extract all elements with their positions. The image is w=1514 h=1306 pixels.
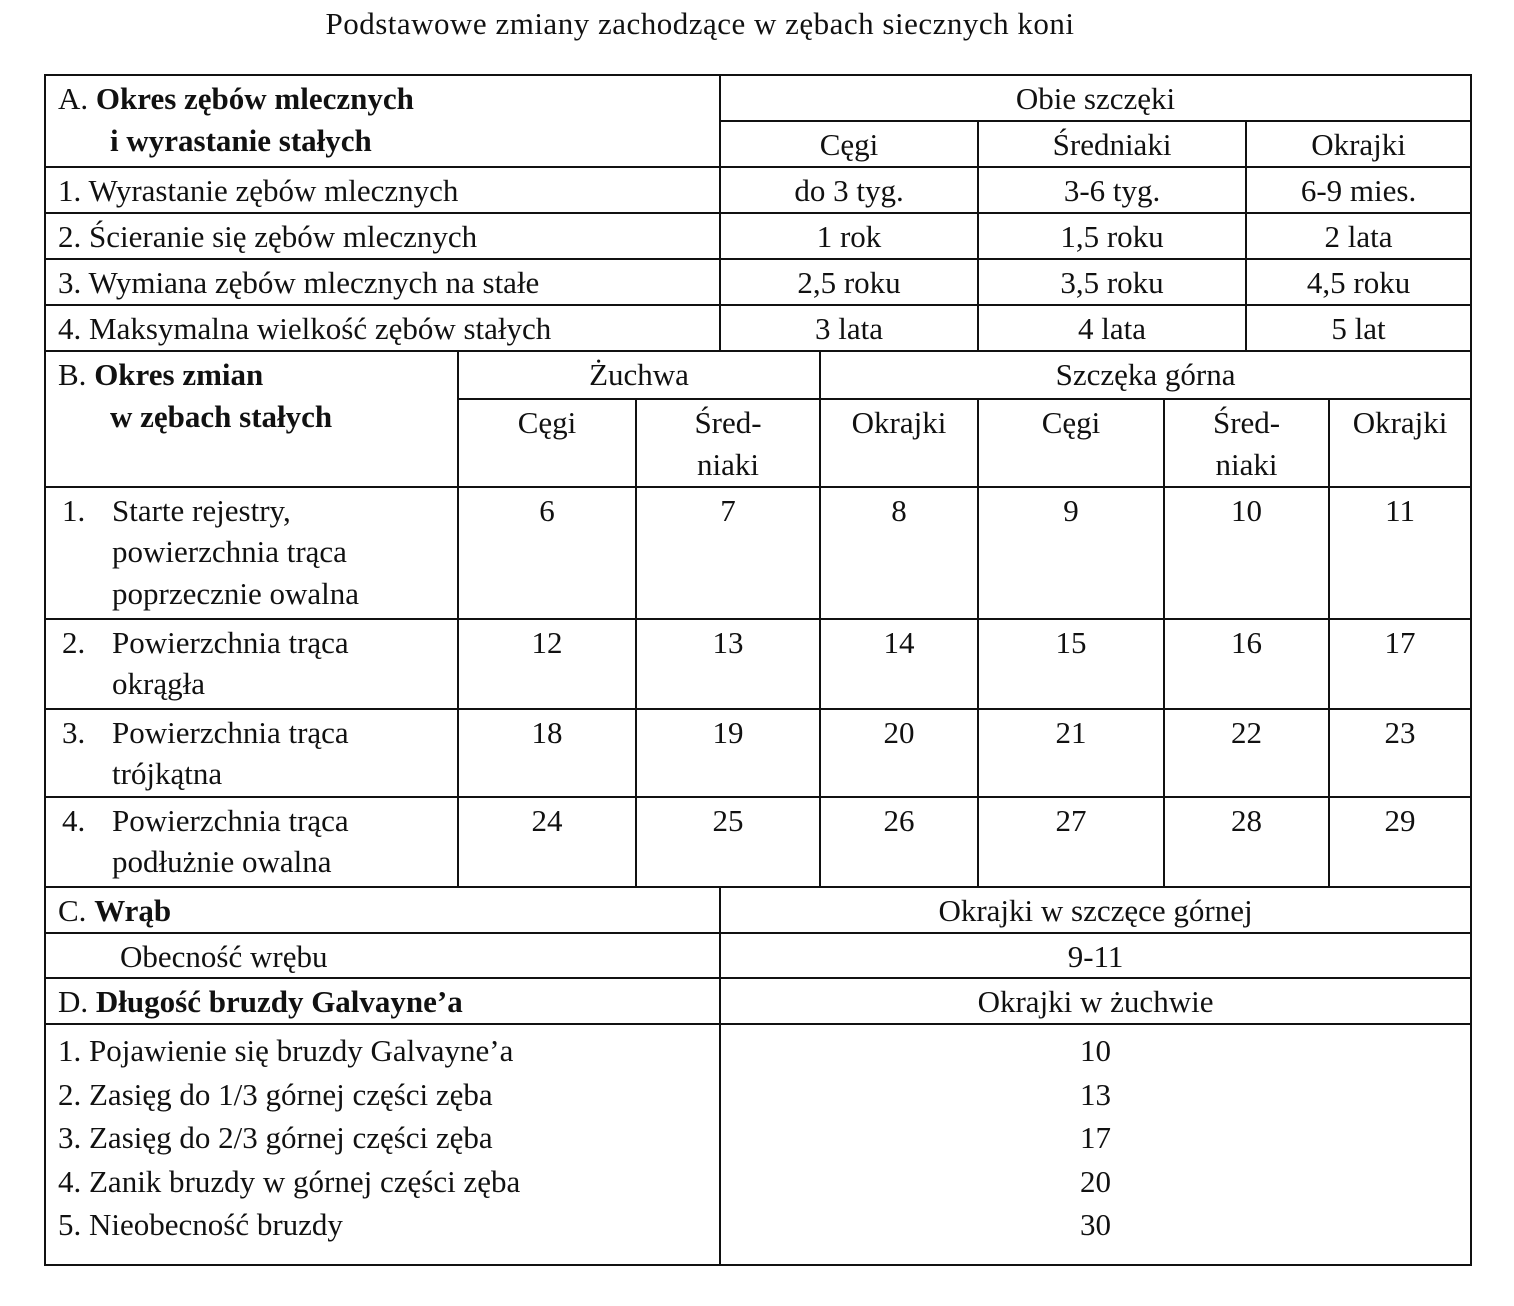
cell-value: 9-11 <box>720 933 1471 979</box>
section-a-subtitle: i wyrastanie stałych <box>110 122 372 158</box>
cell-value: 4 lata <box>978 305 1246 351</box>
row-label: 1. Starte rejestry, powierzchnia trąca poprzecznie owalna <box>45 487 458 619</box>
section-c-group: Okrajki w szczęce górnej <box>720 887 1471 933</box>
cell-value: 10 <box>1164 487 1329 619</box>
section-b-title: Okres zmian <box>94 356 264 392</box>
row-label: 1. Wyrastanie zębów mlecznych <box>45 167 720 213</box>
cell-value: 30 <box>1080 1206 1112 1242</box>
column-header: Cęgi <box>458 399 636 487</box>
cell-value: 9 <box>978 487 1164 619</box>
row-label: 4. Powierzchnia trąca podłużnie owalna <box>45 797 458 887</box>
table-row <box>45 305 1471 351</box>
cell-value: 3 lata <box>720 305 978 351</box>
list-item: 1. Pojawienie się bruzdy Galvayne’a <box>58 1033 514 1069</box>
cell-value: 8 <box>820 487 978 619</box>
section-a-group: Obie szczęki <box>720 75 1471 121</box>
cell-value: 6 <box>458 487 636 619</box>
column-header: Okrajki <box>820 399 978 487</box>
table-row <box>45 933 1471 979</box>
row-label: Obecność wrębu <box>45 933 720 979</box>
list-item: 5. Nieobecność bruzdy <box>58 1206 343 1242</box>
list-item: 4. Zanik bruzdy w górnej części zęba <box>58 1163 521 1199</box>
cell-value: 11 <box>1329 487 1471 619</box>
cell-value: 3-6 tyg. <box>978 167 1246 213</box>
cell-value: 20 <box>1080 1163 1112 1199</box>
cell-value: 20 <box>820 709 978 797</box>
row-label: 3. Wymiana zębów mlecznych na stałe <box>45 259 720 305</box>
section-a-heading: A. Okres zębów mlecznych i wyrastanie stałych <box>45 75 720 167</box>
cell-value: do 3 tyg. <box>720 167 978 213</box>
cell-value: 2,5 roku <box>720 259 978 305</box>
cell-value: 6-9 mies. <box>1246 167 1471 213</box>
cell-value: 15 <box>978 619 1164 709</box>
cell-value: 29 <box>1329 797 1471 887</box>
section-d-group: Okrajki w żuchwie <box>720 978 1471 1024</box>
cell-value: 23 <box>1329 709 1471 797</box>
section-b-subtitle: w zębach stałych <box>110 398 333 434</box>
section-d-labels <box>45 1024 720 1265</box>
horse-teeth-table <box>44 74 1472 1266</box>
cell-value: 17 <box>1329 619 1471 709</box>
cell-value: 25 <box>636 797 820 887</box>
cell-value: 14 <box>820 619 978 709</box>
cell-value: 24 <box>458 797 636 887</box>
column-header: Okrajki <box>1329 399 1471 487</box>
column-header: Śred- niaki <box>1164 399 1329 487</box>
group-mandible: Żuchwa <box>458 351 820 399</box>
table-row <box>45 709 1471 797</box>
column-header: Średniaki <box>978 121 1246 167</box>
cell-value: 1,5 roku <box>978 213 1246 259</box>
table-row <box>45 1024 1471 1265</box>
section-d-values <box>720 1024 1471 1265</box>
cell-value: 16 <box>1164 619 1329 709</box>
table-row <box>45 797 1471 887</box>
section-c-heading: C. Wrąb <box>45 887 720 933</box>
cell-value: 13 <box>636 619 820 709</box>
table-row <box>45 167 1471 213</box>
cell-value: 10 <box>1080 1033 1112 1069</box>
cell-value: 5 lat <box>1246 305 1471 351</box>
table-row <box>45 213 1471 259</box>
cell-value: 18 <box>458 709 636 797</box>
cell-value: 21 <box>978 709 1164 797</box>
table-row <box>45 487 1471 619</box>
section-d-title: Długość bruzdy Galvayne’a <box>95 984 463 1020</box>
cell-value: 2 lata <box>1246 213 1471 259</box>
cell-value: 1 rok <box>720 213 978 259</box>
row-label: 3. Powierzchnia trąca trójkątna <box>45 709 458 797</box>
cell-value: 7 <box>636 487 820 619</box>
section-d-heading: D. Długość bruzdy Galvayne’a <box>45 978 720 1024</box>
cell-value: 17 <box>1080 1120 1112 1156</box>
cell-value: 28 <box>1164 797 1329 887</box>
cell-value: 26 <box>820 797 978 887</box>
table-row <box>45 259 1471 305</box>
table-row <box>45 619 1471 709</box>
cell-value: 19 <box>636 709 820 797</box>
cell-value: 13 <box>1080 1076 1112 1112</box>
row-label: 4. Maksymalna wielkość zębów stałych <box>45 305 720 351</box>
section-b-heading: B. Okres zmian w zębach stałych <box>45 351 458 487</box>
column-header: Cęgi <box>720 121 978 167</box>
list-item: 3. Zasięg do 2/3 górnej części zęba <box>58 1120 493 1156</box>
section-c-title: Wrąb <box>94 892 172 928</box>
cell-value: 27 <box>978 797 1164 887</box>
cell-value: 12 <box>458 619 636 709</box>
column-header: Okrajki <box>1246 121 1471 167</box>
column-header: Cęgi <box>978 399 1164 487</box>
row-label: 2. Ścieranie się zębów mlecznych <box>45 213 720 259</box>
column-header: Śred- niaki <box>636 399 820 487</box>
list-item: 2. Zasięg do 1/3 górnej części zęba <box>58 1076 493 1112</box>
row-label: 2. Powierzchnia trąca okrągła <box>45 619 458 709</box>
cell-value: 4,5 roku <box>1246 259 1471 305</box>
group-upper-jaw: Szczęka górna <box>820 351 1471 399</box>
page-title: Podstawowe zmiany zachodzące w zębach siecznych koni <box>325 6 1075 41</box>
cell-value: 3,5 roku <box>978 259 1246 305</box>
section-a-title: Okres zębów mlecznych <box>95 81 414 116</box>
cell-value: 22 <box>1164 709 1329 797</box>
